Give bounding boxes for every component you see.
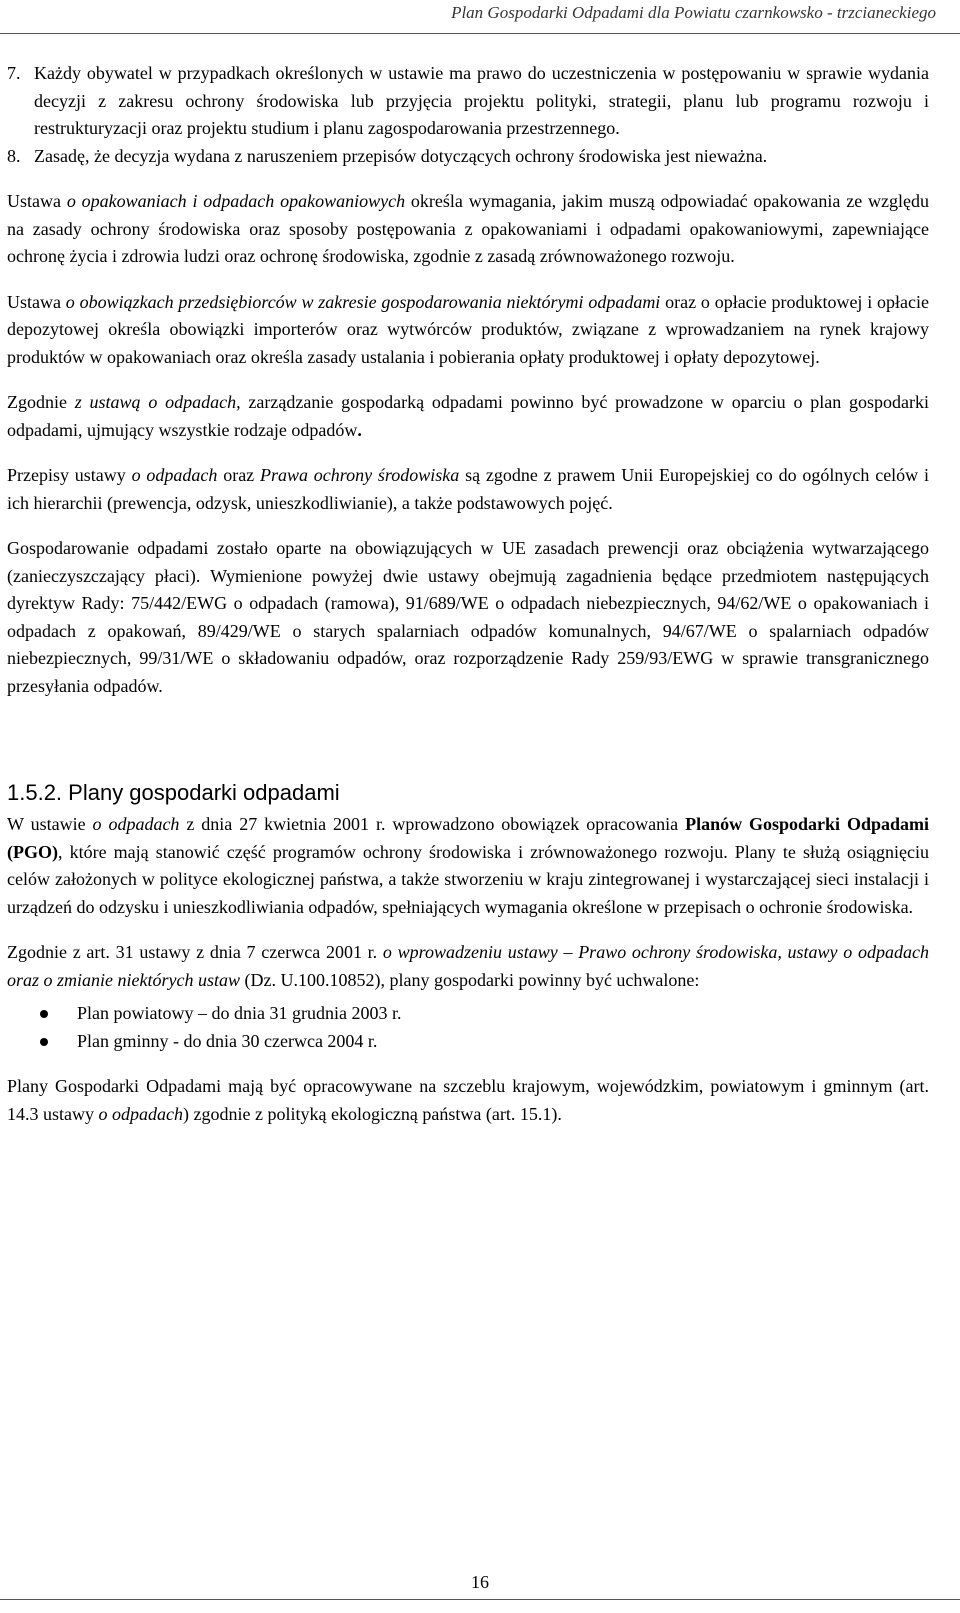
list-item	[7, 60, 929, 143]
text-run: Zgodnie z art. 31 ustawy z dnia 7 czerwca 2001 r.	[7, 942, 383, 962]
text-run: określa wymagania, jakim muszą odpowiadać opakowania ze względu na zasady ochrony środowiska oraz sposoby postępowania z opakowaniami i odpadami opakowaniowymi, zapewniające ochronę życia i zdrowia ludzi oraz ochronę środowiska, zgodnie z zasadą zrównoważonego rozwoju.	[7, 191, 929, 266]
bullet-icon	[40, 1010, 48, 1018]
bold-term: Planów Gospodarki Odpadami (PGO)	[7, 814, 929, 862]
text-run: ) zgodnie z polityką ekologiczną państwa (art. 15.1).	[183, 1103, 562, 1124]
list-item	[7, 143, 929, 171]
bullet-text: Plan powiatowy – do dnia 31 grudnia 2003 r.	[77, 1003, 402, 1023]
text-run: oraz	[217, 465, 260, 485]
paragraph-eu-law	[7, 462, 929, 517]
act-title: o wprowadzeniu ustawy – Prawo ochrony środowiska, ustawy o odpadach oraz o zmianie niektórych ustaw	[7, 942, 930, 990]
page-number: 16	[471, 1572, 489, 1592]
text-run: Ustawa	[7, 191, 67, 211]
act-title: o opakowaniach i odpadach opakowaniowych	[66, 191, 406, 211]
bullet-item	[7, 1028, 929, 1056]
text-run: Plany Gospodarki Odpadami mają być opracowywane na szczeblu krajowym, wojewódzkim, powiatowym i gminnym (art. 14.3 ustawy	[7, 1076, 929, 1124]
text-run: , które mają stanowić część programów ochrony środowiska i zrównoważonego rozwoju. Plany te służą osiągnięciu celów założonych w polityce ekologicznej państwa, a także stworzeniu w kraju zintegrowanej i wystarczającej sieci instalacji i urządzeń do odzysku i unieszkodliwiania odpadów, spełniających wymagania określone w przepisach o ochronie środowiska.	[7, 841, 929, 917]
bullet-item	[7, 1000, 929, 1028]
paragraph-waste-management	[7, 389, 929, 444]
text-run: są zgodne z prawem Unii Europejskiej co do ogólnych celów i ich hierarchii (prewencja, odzysk, unieszkodliwianie), a także podstawowych pojęć.	[7, 465, 929, 513]
paragraph-eu-directives: Gospodarowanie odpadami zostało oparte na obowiązujących w UE zasadach prewencji oraz obciążenia wytwarzającego (zanieczyszczający płaci). Wymienione powyżej dwie ustawy obejmują zagadnienia będące przedmiotem następujących dyrektyw Rady: 75/442/EWG o odpadach (ramowa), 91/689/WE o odpadach niebezpiecznych, 94/62/WE o opakowaniach i odpadach z opakowań, 89/429/WE o starych spalarniach odpadów komunalnych, 94/67/WE o spalarniach odpadów niebezpiecznych, 99/31/WE o składowaniu odpadów, oraz rozporządzenie Rady 259/93/EWG w sprawie transgranicznego przesyłania odpadów.	[7, 538, 929, 696]
paragraph-pgo	[7, 811, 929, 921]
act-title: z ustawą o odpadach,	[74, 392, 241, 412]
paragraph-entrepreneurs-act	[7, 289, 929, 372]
list-text: Zasadę, że decyzja wydana z naruszeniem przepisów dotyczących ochrony środowiska jest nieważna.	[34, 145, 768, 166]
bullet-text: Plan gminny - do dnia 30 czerwca 2004 r.	[77, 1030, 378, 1051]
act-title: o odpadach	[131, 465, 218, 485]
text-run: Zgodnie	[7, 392, 75, 412]
paragraph-packaging-act	[7, 188, 929, 271]
bullet-icon	[40, 1038, 48, 1046]
act-title: o odpadach	[98, 1103, 183, 1124]
footer-divider	[0, 1599, 960, 1600]
text-run: oraz o opłacie produktowej i opłacie depozytowej określa obowiązki importerów oraz wytwórców produktów, związane z wprowadzaniem na rynek krajowy produktów w opakowaniach oraz określa zasady ustalania i pobierania opłaty produktowej i opłaty depozytowej.	[7, 291, 930, 367]
paragraph-deadlines	[7, 939, 929, 994]
list-text: Każdy obywatel w przypadkach określonych w ustawie ma prawo do uczestniczenia w postępowaniu w sprawie wydania decyzji z zakresu ochrony środowiska lub przyjęcia projektu polityki, strategii, planu lub programu rozwoju i restrukturyzacji oraz projektu studium i planu zagospodarowania przestrzennego.	[34, 63, 929, 138]
header-divider	[0, 33, 960, 34]
page-body	[7, 60, 929, 1146]
paragraph-levels	[7, 1073, 929, 1128]
act-title: Prawa ochrony środowiska	[259, 465, 460, 485]
list-number: 8.	[7, 145, 21, 166]
bullet-list	[7, 1000, 929, 1055]
text-run: Ustawa	[7, 291, 66, 312]
text-run: zarządzanie gospodarką odpadami powinno być prowadzone w oparciu o plan gospodarki odpadami, ujmujący wszystkie rodzaje odpadów	[7, 392, 929, 440]
section-heading: 1.5.2. Plany gospodarki odpadami	[7, 780, 340, 805]
text-run: .	[357, 419, 362, 440]
text-run: (Dz. U.100.10852), plany gospodarki powinny być uchwalone:	[239, 969, 700, 990]
text-run: W ustawie	[7, 814, 93, 834]
text-run: z dnia 27 kwietnia 2001 r. wprowadzono obowiązek opracowania	[179, 814, 686, 834]
numbered-list	[7, 60, 929, 170]
text-run: Przepisy ustawy	[7, 465, 132, 485]
act-title: o odpadach	[92, 814, 180, 834]
act-title: o obowiązkach przedsiębiorców w zakresie gospodarowania niektórymi odpadami	[65, 291, 661, 312]
list-number: 7.	[7, 63, 21, 83]
running-header: Plan Gospodarki Odpadami dla Powiatu czarnkowsko - trzcianeckiego	[451, 3, 936, 22]
